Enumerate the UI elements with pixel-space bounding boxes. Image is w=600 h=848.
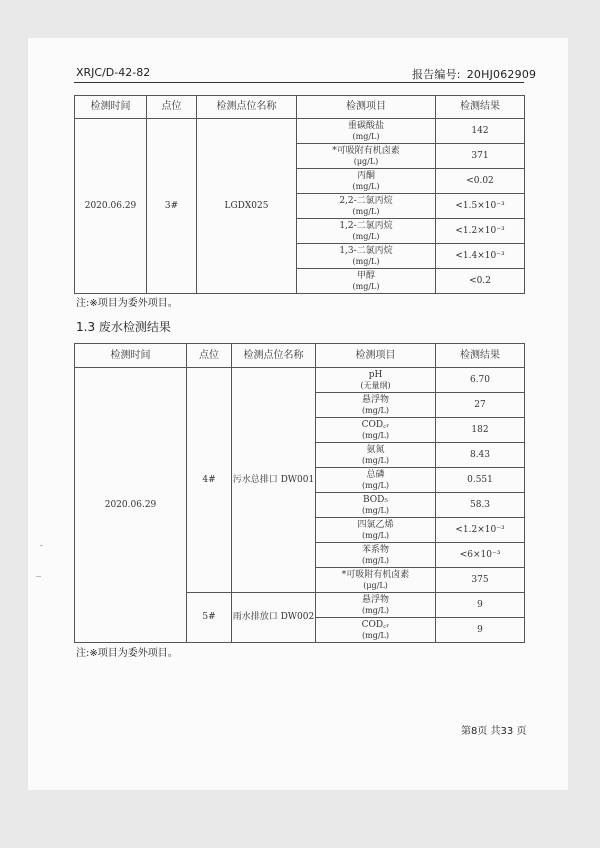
item-name: 四氯乙烯 xyxy=(357,520,394,531)
result-cell: 58.3 xyxy=(436,493,525,518)
result-cell: 0.551 xyxy=(436,468,525,493)
item-cell xyxy=(316,518,436,543)
item-name: *可吸附有机卤素 xyxy=(341,570,410,581)
scan-speck xyxy=(36,576,41,577)
result-cell: <1.2×10⁻³ xyxy=(436,518,525,543)
item-unit: (mg/L) xyxy=(352,181,380,191)
item-name: COD꜀ᵣ xyxy=(361,420,390,431)
table-body xyxy=(75,119,525,294)
item-unit: (mg/L) xyxy=(352,256,380,266)
item-cell xyxy=(316,593,436,618)
header-cell: 点位 xyxy=(187,344,232,368)
item-cell xyxy=(316,443,436,468)
item-name: 1,3-二氯丙烷 xyxy=(339,246,393,257)
item-name: 悬浮物 xyxy=(361,395,389,406)
scan-speck xyxy=(40,545,43,546)
report-number-value: 20HJ062909 xyxy=(466,68,537,81)
result-cell: 8.43 xyxy=(436,443,525,468)
result-cell: 375 xyxy=(436,568,525,593)
item-name: 2,2-二氯丙烷 xyxy=(339,196,393,207)
site-cell: 污水总排口 DW001 xyxy=(232,368,316,593)
point-cell: 3# xyxy=(147,119,197,294)
item-unit: (mg/L) xyxy=(362,605,389,615)
item-unit: (mg/L) xyxy=(362,630,389,640)
item-name: 氨氮 xyxy=(366,445,385,456)
item-unit: (mg/L) xyxy=(352,231,380,241)
item-unit: (mg/L) xyxy=(362,505,389,515)
result-cell: <6×10⁻³ xyxy=(436,543,525,568)
point-cell: 5# xyxy=(187,593,232,643)
header-cell: 检测时间 xyxy=(75,344,187,368)
item-name: 丙酮 xyxy=(356,171,375,182)
item-name: *可吸附有机卤素 xyxy=(332,146,400,157)
item-cell xyxy=(316,493,436,518)
header-cell: 点位 xyxy=(147,96,197,119)
item-unit: (mg/L) xyxy=(362,530,389,540)
header-cell: 检测结果 xyxy=(436,96,525,119)
item-unit: (mg/L) xyxy=(352,131,380,141)
item-name: pH xyxy=(368,370,383,381)
result-cell: 142 xyxy=(436,119,525,144)
item-cell xyxy=(297,169,436,194)
item-name: BOD₅ xyxy=(363,495,388,506)
footnote: 注:※项目为委外项目。 xyxy=(76,648,178,659)
item-name: 1,2-二氯丙烷 xyxy=(339,221,393,232)
item-unit: (无量纲) xyxy=(360,380,391,390)
header-cell: 检测时间 xyxy=(75,96,147,119)
result-cell: <0.2 xyxy=(436,269,525,294)
date-cell: 2020.06.29 xyxy=(75,119,147,294)
item-name: 重碳酸盐 xyxy=(347,121,384,132)
header-cell: 检测结果 xyxy=(436,344,525,368)
item-name: 悬浮物 xyxy=(361,595,389,606)
table-body xyxy=(75,368,525,643)
item-cell xyxy=(316,543,436,568)
document-code: XRJC/D-42-82 xyxy=(76,66,151,79)
point-cell: 4# xyxy=(187,368,232,593)
item-unit: (μg/L) xyxy=(353,156,379,166)
table-header-row xyxy=(75,96,525,119)
item-cell xyxy=(316,618,436,643)
result-cell: 9 xyxy=(436,618,525,643)
item-name: 甲醇 xyxy=(356,271,375,282)
item-cell xyxy=(297,144,436,169)
item-unit: (mg/L) xyxy=(362,405,389,415)
groundwater-results-table xyxy=(74,95,525,294)
result-cell: 371 xyxy=(436,144,525,169)
table-row xyxy=(75,368,525,393)
item-cell xyxy=(297,119,436,144)
item-name: 苯系物 xyxy=(361,545,389,556)
item-cell xyxy=(316,468,436,493)
page-number: 第8页 共33 页 xyxy=(461,726,527,737)
item-unit: (μg/L) xyxy=(363,580,388,590)
item-cell xyxy=(316,368,436,393)
item-cell xyxy=(297,194,436,219)
item-unit: (mg/L) xyxy=(362,480,389,490)
item-name: COD꜀ᵣ xyxy=(361,620,390,631)
result-cell: 6.70 xyxy=(436,368,525,393)
result-cell: <1.5×10⁻³ xyxy=(436,194,525,219)
item-cell xyxy=(297,269,436,294)
item-cell xyxy=(316,568,436,593)
footnote: 注:※项目为委外项目。 xyxy=(76,298,178,309)
item-unit: (mg/L) xyxy=(352,281,380,291)
header-rule xyxy=(74,82,524,83)
item-cell xyxy=(316,418,436,443)
result-cell: 27 xyxy=(436,393,525,418)
site-cell: LGDX025 xyxy=(197,119,297,294)
result-cell: <1.2×10⁻³ xyxy=(436,219,525,244)
item-cell xyxy=(316,393,436,418)
table-row xyxy=(75,119,525,144)
table-header-row xyxy=(75,344,525,368)
section-title: 1.3 废水检测结果 xyxy=(76,320,171,334)
report-number-label: 报告编号: xyxy=(412,68,461,81)
report-number xyxy=(412,66,536,82)
header-cell: 检测项目 xyxy=(316,344,436,368)
result-cell: <0.02 xyxy=(436,169,525,194)
item-name: 总磷 xyxy=(366,470,385,481)
result-cell: 182 xyxy=(436,418,525,443)
header-cell: 检测点位名称 xyxy=(232,344,316,368)
item-unit: (mg/L) xyxy=(352,206,380,216)
wastewater-results-table xyxy=(74,343,525,643)
result-cell: <1.4×10⁻³ xyxy=(436,244,525,269)
date-cell: 2020.06.29 xyxy=(75,368,187,643)
item-unit: (mg/L) xyxy=(362,430,389,440)
item-unit: (mg/L) xyxy=(362,555,389,565)
item-cell xyxy=(297,219,436,244)
site-cell: 雨水排放口 DW002 xyxy=(232,593,316,643)
header-cell: 检测项目 xyxy=(297,96,436,119)
item-unit: (mg/L) xyxy=(362,455,389,465)
result-cell: 9 xyxy=(436,593,525,618)
item-cell xyxy=(297,244,436,269)
header-cell: 检测点位名称 xyxy=(197,96,297,119)
